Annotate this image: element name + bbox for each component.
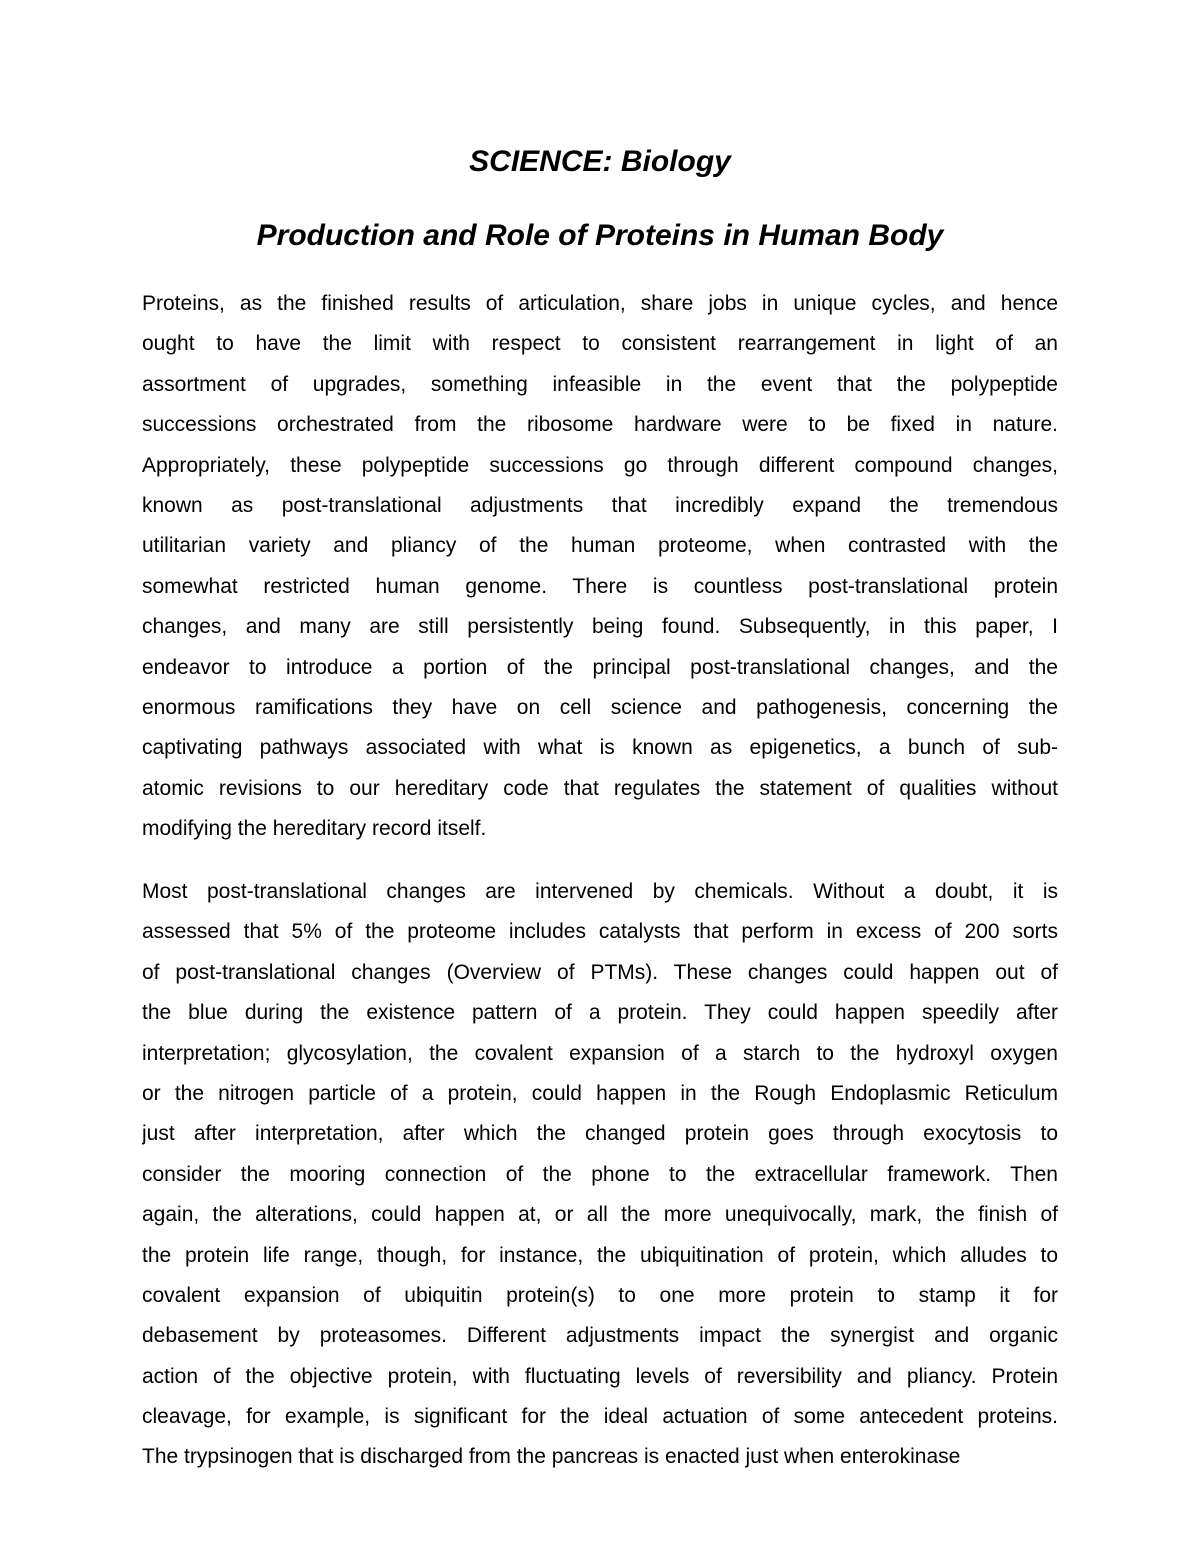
document-title: Production and Role of Proteins in Human Body <box>256 219 944 252</box>
paragraph-line: action of the objective protein, with fluctuating levels of reversibility and pliancy. Protein <box>142 1364 1058 1388</box>
subject-heading: SCIENCE: Biology <box>469 145 731 178</box>
paragraph-line: the protein life range, though, for instance, the ubiquitination of protein, which alludes to <box>142 1243 1058 1267</box>
paragraph-line: endeavor to introduce a portion of the principal post-translational changes, and the <box>142 655 1058 679</box>
paragraph-line: successions orchestrated from the ribosome hardware were to be fixed in nature. <box>142 413 1058 437</box>
paragraph-line: ought to have the limit with respect to consistent rearrangement in light of an <box>142 332 1058 356</box>
paragraph-line: The trypsinogen that is discharged from the pancreas is enacted just when enterokinase <box>142 1445 961 1469</box>
paragraph-line: atomic revisions to our hereditary code that regulates the statement of qualities without <box>142 776 1058 800</box>
paragraph-line: of post-translational changes (Overview of PTMs). These changes could happen out of <box>142 960 1058 984</box>
paragraph-line: again, the alterations, could happen at, or all the more unequivocally, mark, the finish of <box>142 1203 1058 1227</box>
paragraph-line: changes, and many are still persistently being found. Subsequently, in this paper, I <box>142 615 1058 639</box>
paragraph-line: Most post-translational changes are intervened by chemicals. Without a doubt, it is <box>142 880 1058 903</box>
paragraph-line: enormous ramifications they have on cell science and pathogenesis, concerning the <box>142 695 1058 719</box>
paragraph-line: Proteins, as the finished results of articulation, share jobs in unique cycles, and hence <box>142 292 1058 315</box>
paragraph-line: Appropriately, these polypeptide successions go through different compound changes, <box>142 453 1058 477</box>
paragraph-line: interpretation; glycosylation, the covalent expansion of a starch to the hydroxyl oxygen <box>142 1041 1058 1065</box>
paragraph-line: debasement by proteasomes. Different adjustments impact the synergist and organic <box>142 1324 1058 1348</box>
paragraph-line: somewhat restricted human genome. There is countless post-translational protein <box>142 574 1058 598</box>
paragraph-line: assortment of upgrades, something infeasible in the event that the polypeptide <box>142 372 1058 396</box>
paragraph-line: captivating pathways associated with what is known as epigenetics, a bunch of sub- <box>142 736 1058 760</box>
paragraph-line: known as post-translational adjustments that incredibly expand the tremendous <box>142 493 1058 517</box>
paragraph-line: the blue during the existence pattern of a protein. They could happen speedily after <box>142 1001 1058 1025</box>
paragraph-line: just after interpretation, after which the changed protein goes through exocytosis to <box>142 1122 1058 1146</box>
paragraph-line: utilitarian variety and pliancy of the human proteome, when contrasted with the <box>142 534 1058 558</box>
paragraph-line: consider the mooring connection of the phone to the extracellular framework. Then <box>142 1162 1058 1186</box>
paragraph-line: modifying the hereditary record itself. <box>142 817 487 841</box>
paragraph-line: cleavage, for example, is significant for the ideal actuation of some antecedent proteins. <box>142 1405 1058 1429</box>
paragraph-line: covalent expansion of ubiquitin protein(s) to one more protein to stamp it for <box>142 1283 1058 1307</box>
paragraph-line: or the nitrogen particle of a protein, could happen in the Rough Endoplasmic Reticulum <box>142 1081 1058 1105</box>
paragraph-2 <box>142 872 1058 1478</box>
paragraph-line: assessed that 5% of the proteome includes catalysts that perform in excess of 200 sorts <box>142 920 1058 944</box>
paragraph-1 <box>142 284 1058 849</box>
